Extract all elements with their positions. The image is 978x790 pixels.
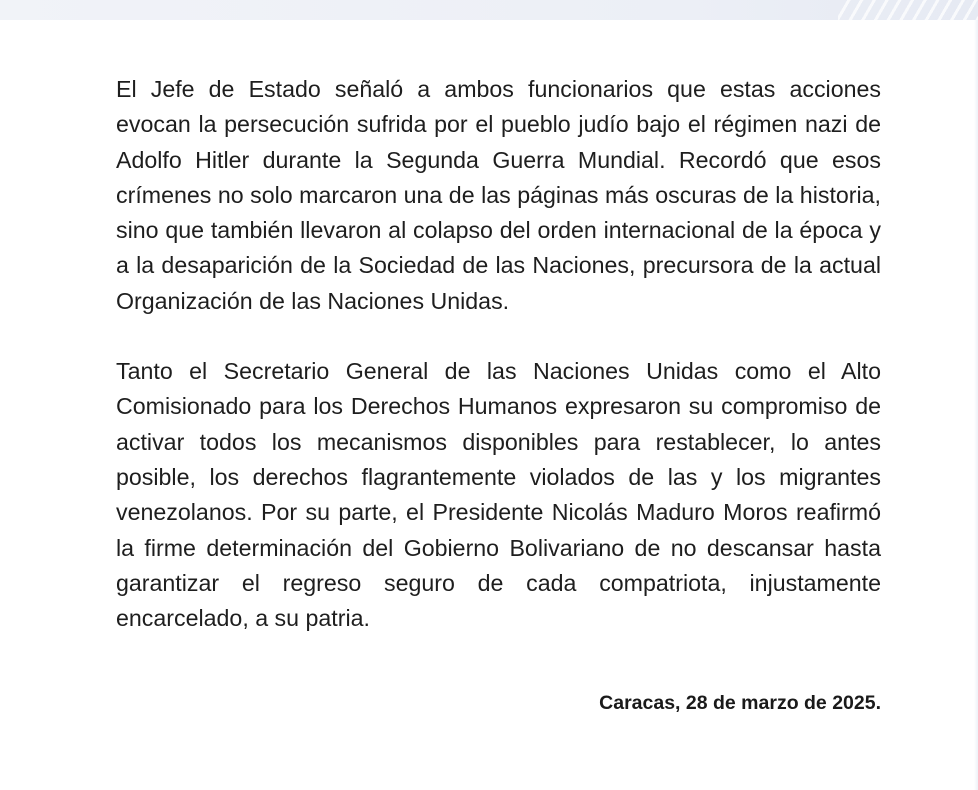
place-and-date: Caracas, 28 de marzo de 2025. bbox=[599, 692, 881, 714]
page-edge-shadow bbox=[974, 20, 978, 790]
top-header-band bbox=[0, 0, 978, 20]
header-decorative-stripes bbox=[838, 0, 978, 20]
paragraph-head-of-state: El Jefe de Estado señaló a ambos funcionarios que estas acciones evocan la persecución sufrida por el pueblo judío bajo el régimen nazi de Adolfo Hitler durante la Segunda Guerra Mundial. Recordó que esos crímenes no solo marcaron una de las páginas más oscuras de la historia, sino que también llevaron al colapso del orden internacional de la época y a la desaparición de la Sociedad de las Naciones, precursora de la actual Organización de las Naciones Unidas. bbox=[116, 76, 881, 314]
document-body bbox=[116, 72, 881, 636]
paragraph-un-commitment: Tanto el Secretario General de las Naciones Unidas como el Alto Comisionado para los Derechos Humanos expresaron su compromiso de activar todos los mecanismos disponibles para restablecer, lo antes posible, los derechos flagrantemente violados de las y los migrantes venezolanos. Por su parte, el Presidente Nicolás Maduro Moros reafirmó la firme determinación del Gobierno Bolivariano de no descansar hasta garantizar el regreso seguro de cada compatriota, injustamente encarcelado, a su patria. bbox=[116, 358, 881, 632]
